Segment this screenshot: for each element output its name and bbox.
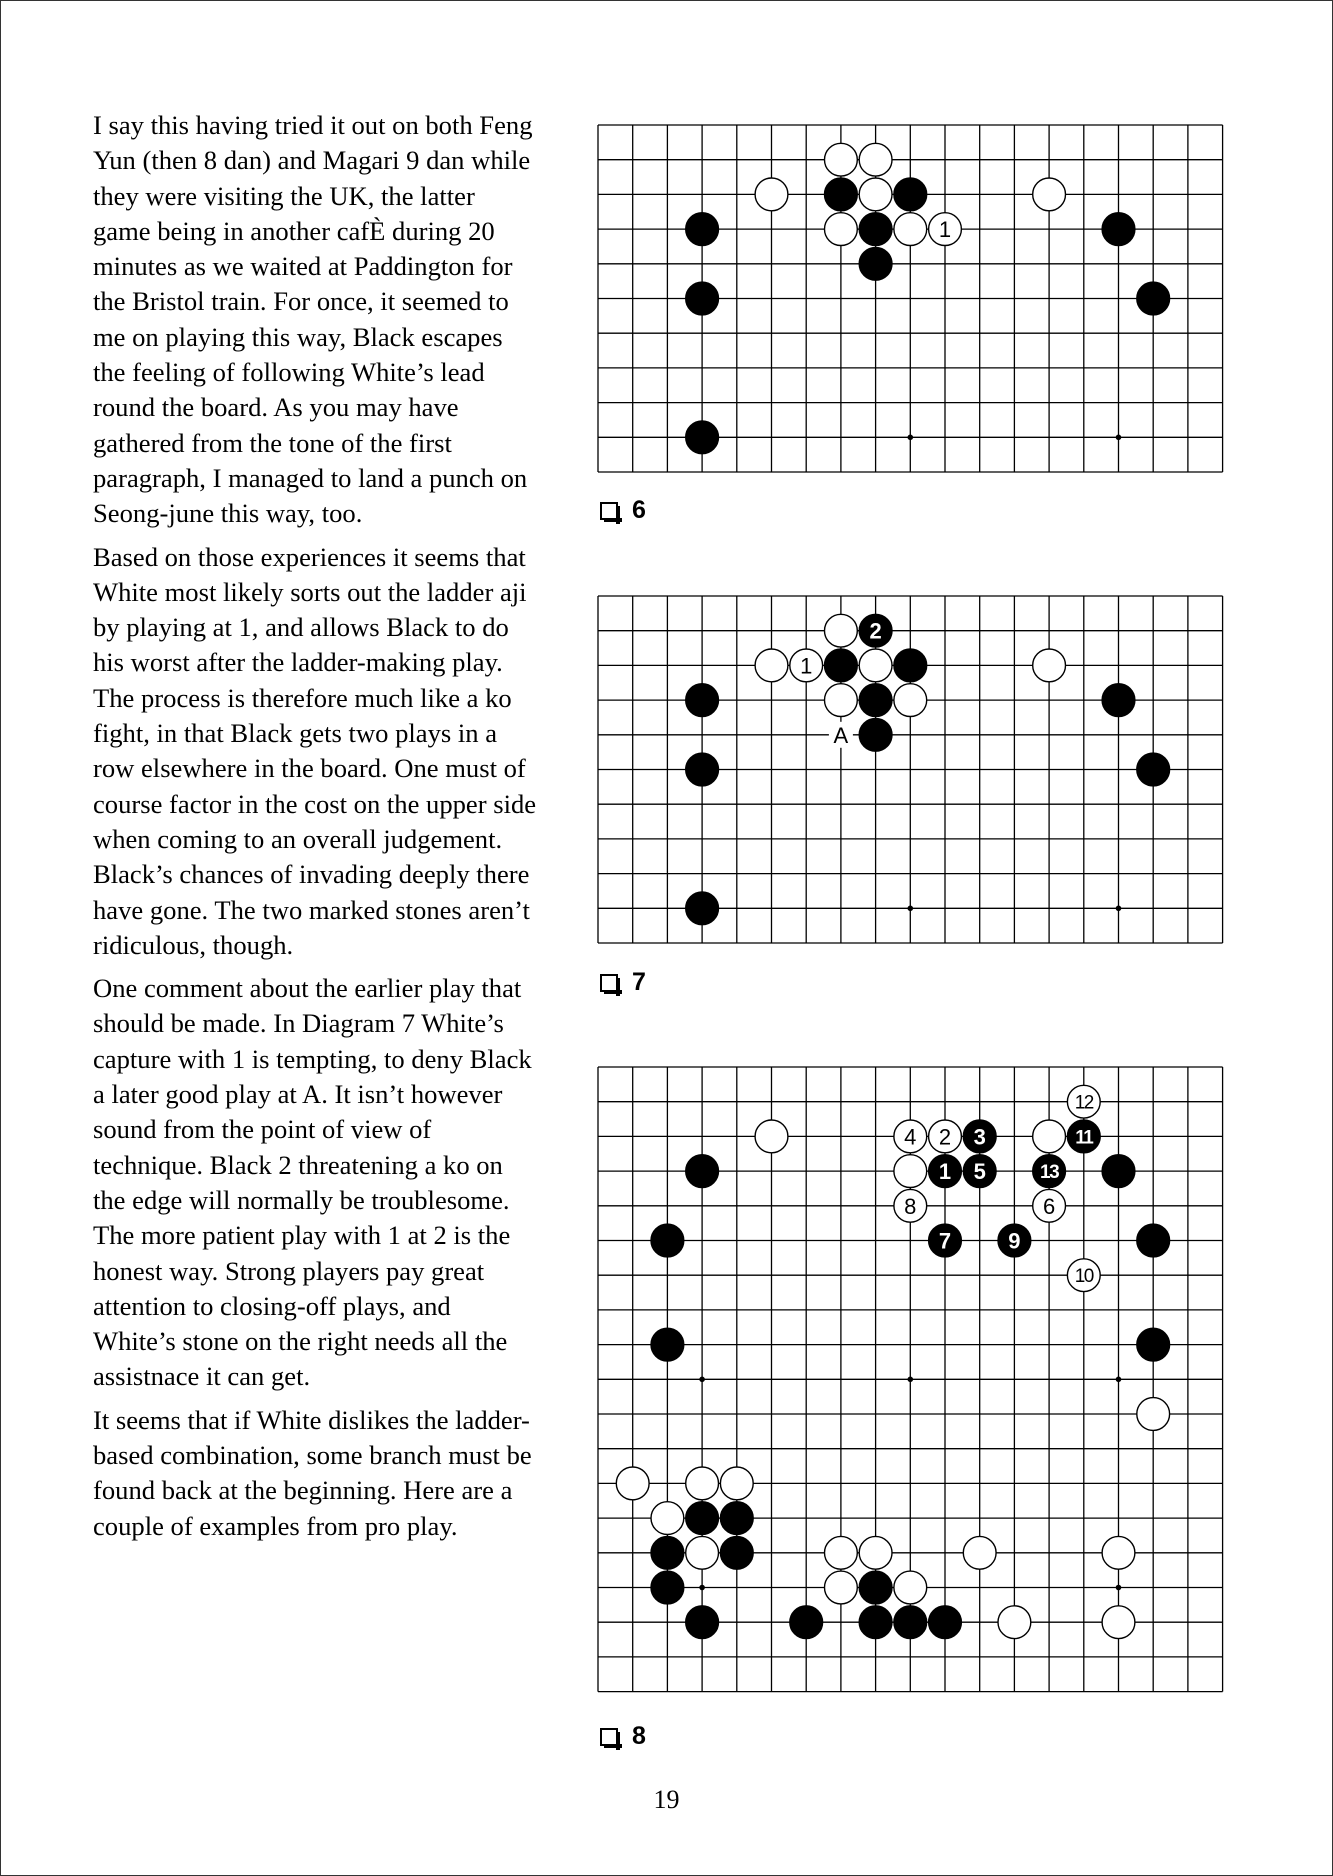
move-number-label: 12 <box>1074 1092 1093 1114</box>
go-board <box>596 123 1225 474</box>
black-stone <box>1102 684 1135 717</box>
white-stone <box>1102 1536 1135 1569</box>
black-stone <box>651 1224 684 1257</box>
body-text <box>93 108 538 1552</box>
white-stone <box>824 684 857 717</box>
white-stone <box>824 614 857 647</box>
move-number-label: 2 <box>869 618 882 644</box>
white-stone <box>1033 178 1066 211</box>
star-point <box>1116 1585 1122 1591</box>
black-stone <box>824 178 857 211</box>
star-point <box>907 1376 913 1382</box>
white-stone <box>651 1502 684 1535</box>
black-stone <box>859 718 892 751</box>
black-stone <box>929 1606 962 1639</box>
white-stone <box>894 1155 927 1188</box>
paragraph-4: It seems that if White dislikes the ladder-based combination, some branch must be found back at the beginning. Here are a couple of examples from pro play. <box>93 1404 532 1541</box>
paragraph-1: I say this having tried it out on both Feng Yun (then 8 dan) and Magari 9 dan while they were visiting the UK, the latter game being in another cafÈ during 20 minutes as we waited at Paddington for the Bristol train. For once, it seemed to me on playing this way, Black escapes the feeling of following White’s lead round the board. As you may have gathered from the tone of the first paragraph, I managed to land a punch on Seong-june this way, too. <box>93 110 533 529</box>
go-diagram-7 <box>596 594 1225 945</box>
white-stone <box>1137 1398 1170 1431</box>
board-mark-label: A <box>833 722 849 748</box>
white-stone <box>686 1536 719 1569</box>
move-number-label: 8 <box>904 1193 917 1219</box>
paragraph-3: One comment about the earlier play that should be made. In Diagram 7 White’s capture with 1 is tempting, to deny Black a later good play at A. It isn’t however sound from the point of view of technique. Black 2 threatening a ko on the edge will normally be troublesome. The more patient play with 1 at 2 is the honest way. Strong players pay great attention to closing-off plays, and White’s stone on the right needs all the assistnace it can get. <box>93 973 532 1392</box>
black-stone <box>1137 1224 1170 1257</box>
diagram-box-icon <box>600 1728 618 1746</box>
white-stone <box>894 684 927 717</box>
white-stone <box>755 649 788 682</box>
white-stone <box>824 143 857 176</box>
white-stone <box>859 178 892 211</box>
white-stone <box>963 1536 996 1569</box>
go-diagram-6 <box>596 123 1225 474</box>
go-board <box>596 1065 1225 1694</box>
star-point <box>907 905 913 911</box>
black-stone <box>686 1606 719 1639</box>
move-number-label: 5 <box>973 1159 986 1185</box>
black-stone <box>790 1606 823 1639</box>
black-stone <box>894 1606 927 1639</box>
move-number-label: 3 <box>973 1124 986 1150</box>
star-point <box>1116 434 1122 440</box>
white-stone <box>894 213 927 246</box>
white-stone <box>824 1536 857 1569</box>
white-stone <box>1102 1606 1135 1639</box>
black-stone <box>651 1536 684 1569</box>
black-stone <box>686 282 719 315</box>
black-stone <box>1137 1328 1170 1361</box>
move-number-label: 13 <box>1040 1162 1059 1184</box>
diagram-box-icon <box>600 974 618 992</box>
black-stone <box>1102 213 1135 246</box>
move-number-label: 2 <box>938 1124 952 1150</box>
paragraph-2: Based on those experiences it seems that White most likely sorts out the ladder aji by playing at 1, and allows Black to do his worst after the ladder-making play. The process is therefore much like a ko fight, in that Black gets two plays in a row elsewhere in the board. One must of course factor in the cost on the upper side when coming to an overall judgement. Black’s chances of invading deeply there have gone. The two marked stones aren’t ridiculous, though. <box>93 541 537 960</box>
black-stone <box>1102 1155 1135 1188</box>
white-stone <box>1033 1120 1066 1153</box>
black-stone <box>824 649 857 682</box>
black-stone <box>651 1571 684 1604</box>
move-number-label: 9 <box>1008 1228 1021 1254</box>
go-diagram-8 <box>596 1065 1225 1694</box>
white-stone <box>755 178 788 211</box>
move-number-label: 7 <box>938 1228 952 1254</box>
white-stone <box>755 1120 788 1153</box>
move-number-label: 6 <box>1042 1193 1056 1219</box>
white-stone <box>859 143 892 176</box>
black-stone <box>859 684 892 717</box>
white-stone <box>859 649 892 682</box>
diagram-box-icon <box>600 502 618 520</box>
white-stone <box>894 1571 927 1604</box>
black-stone <box>859 1606 892 1639</box>
white-stone <box>616 1467 649 1500</box>
white-stone <box>1033 649 1066 682</box>
black-stone <box>859 213 892 246</box>
move-number-label: 10 <box>1074 1266 1093 1288</box>
white-stone <box>998 1606 1031 1639</box>
diagram-8-label: 8 <box>632 1722 646 1750</box>
black-stone <box>686 684 719 717</box>
move-number-label: 1 <box>800 653 813 679</box>
star-point <box>699 1376 705 1382</box>
diagram-8-caption <box>600 1722 646 1751</box>
move-number-label: 1 <box>938 1159 952 1185</box>
black-stone <box>720 1536 753 1569</box>
black-stone <box>894 649 927 682</box>
star-point <box>1116 1376 1122 1382</box>
black-stone <box>686 892 719 925</box>
black-stone <box>686 1155 719 1188</box>
star-point <box>699 1585 705 1591</box>
black-stone <box>1137 753 1170 786</box>
black-stone <box>686 421 719 454</box>
move-number-label: 4 <box>904 1124 917 1150</box>
black-stone <box>686 753 719 786</box>
white-stone <box>859 1536 892 1569</box>
star-point <box>1116 905 1122 911</box>
white-stone <box>824 213 857 246</box>
diagram-6-caption <box>600 496 646 525</box>
black-stone <box>894 178 927 211</box>
star-point <box>907 434 913 440</box>
black-stone <box>1137 282 1170 315</box>
move-number-label: 1 <box>938 217 952 243</box>
white-stone <box>824 1571 857 1604</box>
black-stone <box>686 213 719 246</box>
white-stone <box>720 1467 753 1500</box>
page-number: 19 <box>653 1785 680 1814</box>
white-stone <box>686 1467 719 1500</box>
go-board <box>596 594 1225 945</box>
move-number-label: 11 <box>1075 1127 1093 1149</box>
diagram-7-caption <box>600 968 646 997</box>
diagram-7-label: 7 <box>632 968 646 996</box>
black-stone <box>859 247 892 280</box>
black-stone <box>859 1571 892 1604</box>
diagram-6-label: 6 <box>632 496 646 524</box>
black-stone <box>720 1502 753 1535</box>
black-stone <box>686 1502 719 1535</box>
black-stone <box>651 1328 684 1361</box>
